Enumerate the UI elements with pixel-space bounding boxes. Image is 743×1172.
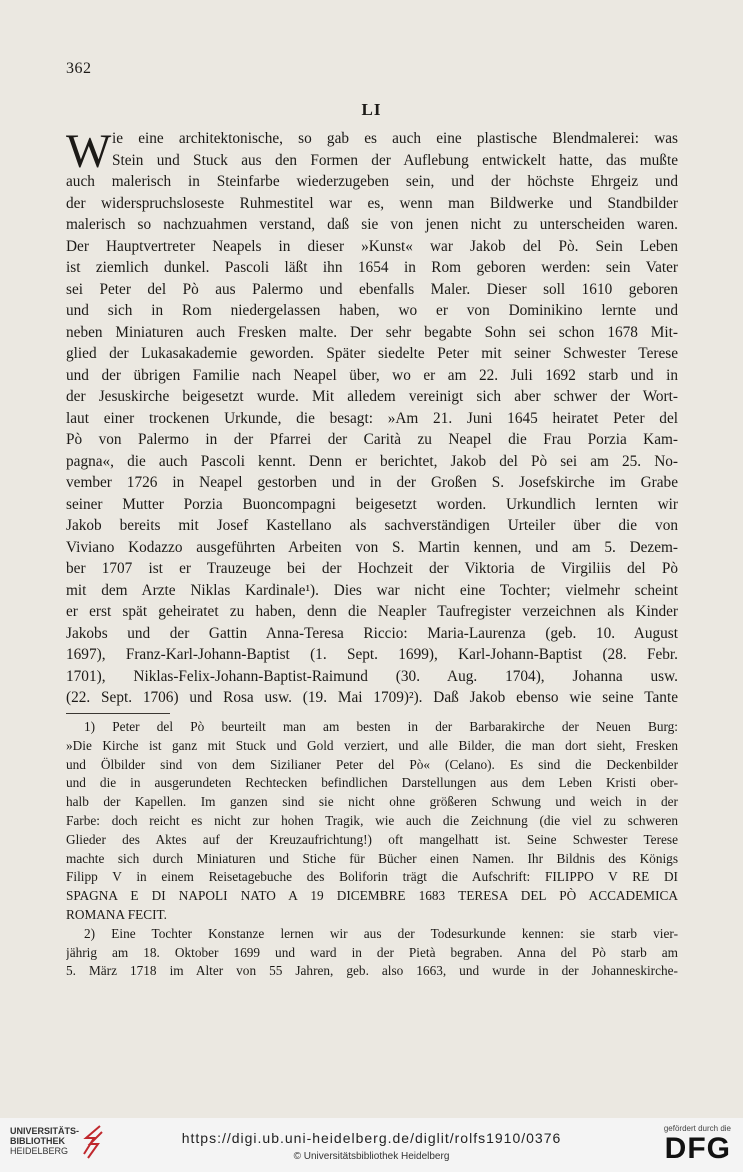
body-line: 1697), Franz-Karl-Johann-Baptist (1. Sept. 1699), Karl-Johann-Baptist (28. Febr. — [66, 646, 678, 663]
body-line: ist ziemlich dunkel. Pascoli läßt ihn 1654 in Rom geboren werden: sein Vater — [66, 259, 678, 276]
footnote-line: jährig am 18. Oktober 1699 und ward in der Pietà begraben. Anna del Pò starb am — [66, 944, 678, 960]
footnote-line: ROMANA FECIT. — [66, 906, 167, 922]
drop-cap: W — [66, 125, 112, 178]
body-line: Jakobs und der Gattin Anna-Teresa Riccio: Maria-Laurenza (geb. 10. August — [66, 624, 678, 642]
body-line: sei Peter del Pò aus Palermo und ebenfalls Maler. Dieser soll 1610 geboren — [66, 280, 678, 298]
body-line: (22. Sept. 1706) und Rosa usw. (19. Mai 1709)²). Daß Jakob ebenso wie seine Tante — [66, 689, 678, 706]
body-text — [66, 125, 678, 709]
logo-text-line: BIBLIOTHEK — [10, 1136, 65, 1146]
funding-note: gefördert durch die — [663, 1124, 731, 1133]
body-line: Pò von Palermo in der Pfarrei der Carità zu Neapel die Frau Porzia Kam- — [66, 431, 678, 448]
footnote-line: Glieder des Aktes auf der Kreuzaufrichtung!) oft mangelhatt ist. Seine Schwester Terese — [66, 831, 678, 847]
body-line: Jakob bereits mit Josef Kastellano als sachverständigen Urteiler über die von — [66, 517, 678, 534]
body-line: pagna«, die auch Pascoli kennt. Denn er berichtet, Jakob del Pò sei am 25. No- — [66, 452, 678, 470]
footnote-line: halb der Kapellen. Im ganzen sind sie nicht ohne größeren Schwung und weich in der — [66, 794, 678, 810]
body-line: neben Miniaturen auch Fresken malte. Der sehr begabte Sohn sei schon 1678 Mit- — [66, 323, 678, 341]
body-line: Der Hauptvertreter Neapels in dieser »Kunst« war Jakob del Pò. Sein Leben — [66, 237, 678, 255]
body-line: malerisch so nachzuahmen verstand, daß sie von jenen nicht zu unterscheiden waren. — [66, 216, 678, 233]
body-line: der Jesuskirche beigesetzt wurde. Mit alledem vereinigt sich aber schwer der Wort- — [66, 388, 678, 405]
footnote-line: machte sich durch Miniaturen und Stiche für Bücher einen Namen. Ihr Bildnis des Königs — [66, 850, 678, 866]
logo-text-line: UNIVERSITÄTS- — [10, 1126, 80, 1136]
body-line: 1701), Niklas-Felix-Johann-Baptist-Raimund (30. Aug. 1704), Johanna usw. — [66, 667, 678, 685]
dfg-logo[interactable]: DFG — [664, 1132, 731, 1165]
footnote-line: Filipp V in einem Reisetagebuche des Boliforin trägt die Aufschrift: FILIPPO V RE DI — [66, 869, 678, 885]
body-line: und der übrigen Familie nach Neapel über, wo er am 22. Juli 1692 starb und in — [66, 366, 678, 384]
body-line: mit dem Arzte Niklas Kardinale¹). Dies war nicht eine Tochter; vielmehr scheint — [66, 581, 678, 599]
footnote-divider — [66, 713, 170, 714]
footnote-line: 5. März 1718 im Alter von 55 Jahren, geb. also 1663, und wurde in der Johanneskirche- — [66, 963, 678, 979]
body-line: ber 1707 ist er Trauzeuge bei der Hochzeit der Viktoria de Virgiliis del Pò — [66, 560, 678, 577]
body-line: Viviano Kodazzo ausgeführten Arbeiten von S. Martin kennen, und am 5. Dezem- — [66, 538, 678, 556]
viewer-footer — [0, 1118, 743, 1172]
permalink-url[interactable]: https://digi.ub.uni-heidelberg.de/diglit/rolfs1910/0376 — [181, 1130, 562, 1146]
page-number: 362 — [66, 60, 92, 77]
body-line: laut einer trockenen Urkunde, die besagt: »Am 21. Juni 1645 heiratet Peter del — [66, 409, 678, 427]
body-line: und sich in Rom niedergelassen haben, wo er von Dominikino lernte und — [66, 302, 678, 319]
footnote-line: 1) Peter del Pò beurteilt man am besten in der Barbarakirche der Neuen Burg: — [84, 719, 678, 734]
body-line: vember 1726 in Neapel gestorben und in der Großen S. Josefskirche im Grabe — [66, 474, 678, 491]
chapter-heading: LI — [361, 100, 382, 119]
body-line: der widerspruchsloseste Ruhmestitel war es, wenn man Bildwerke und Standbilder — [66, 194, 678, 212]
footnote-line: »Die Kirche ist ganz mit Stuck und Gold verziert, und alle Bilder, die man dort sieht, Fresken — [66, 737, 678, 753]
logo-text-line: HEIDELBERG — [10, 1146, 69, 1156]
body-line: seiner Mutter Porzia Buoncompagni beigesetzt worden. Urkundlich lernten wir — [66, 495, 678, 513]
footnote-line: Farbe: doch reicht es nicht zur hohen Tragik, wie auch die Zeichnung (die viel zu schweren — [66, 812, 678, 828]
footnote-line: 2) Eine Tochter Konstanze lernen wir aus der Todesurkunde kennen: sie starb vier- — [84, 925, 678, 941]
body-line: glied der Lukasakademie geworden. Später siedelte Peter mit seiner Schwester Terese — [66, 345, 678, 362]
copyright-notice: © Universitätsbibliothek Heidelberg — [293, 1151, 450, 1162]
footnote-line: und die in ausgerundeten Rechtecken befindlichen Darstellungen aus dem Leben Kristi ober- — [66, 775, 678, 791]
body-line: auch malerisch in Steinfarbe wiederzugeben sein, und der höchste Ehrgeiz und — [66, 173, 678, 190]
footnote-line: SPAGNA E DI NAPOLI NATO A 19 DICEMBRE 1683 TERESA DEL PÒ ACCADEMICA — [66, 888, 678, 904]
body-line: Stein und Stuck aus den Formen der Auflebung entwickelt hatte, das mußte — [112, 151, 678, 169]
footnote-line: und Ölbilder sind von dem Sizilianer Peter del Pò« (Celano). Es sind die Deckenbilder — [66, 756, 678, 772]
body-line: ie eine architektonische, so gab es auch eine plastische Blendmalerei: was — [112, 130, 678, 147]
body-line: er erst spät geheiratet zu haben, denn die Neapler Taufregister verzeichnen als Kinder — [66, 603, 678, 620]
footnotes — [66, 718, 678, 981]
